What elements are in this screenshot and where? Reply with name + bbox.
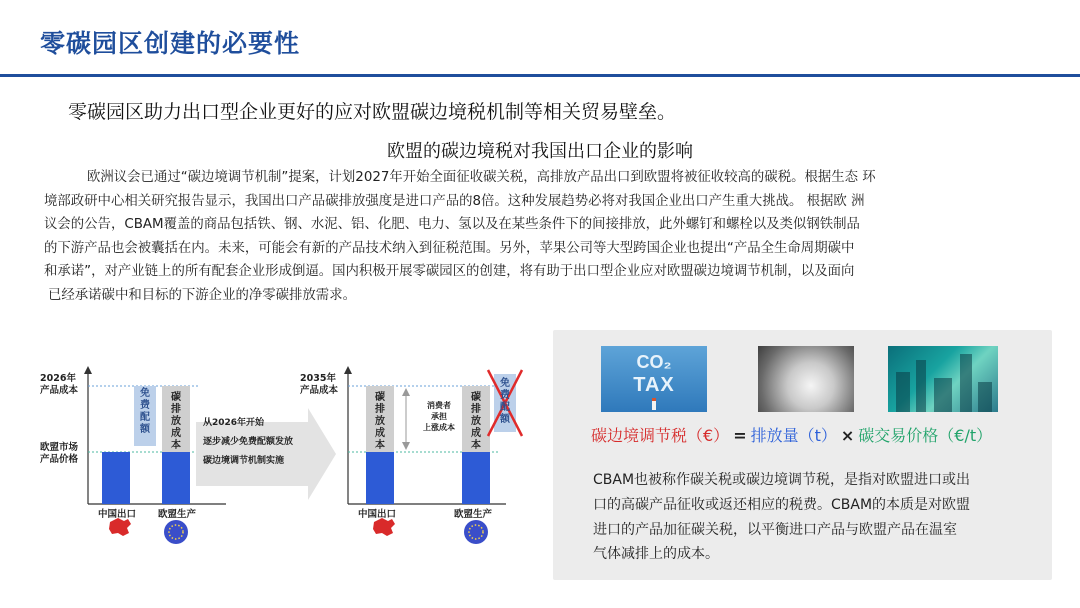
right-eu-bar: [462, 452, 490, 504]
co2-tax-image: [601, 346, 707, 412]
cbam-formula: [591, 423, 992, 446]
transition-line: 逐步减少免费配额发放: [203, 437, 294, 447]
left-carbon-cost-label: 碳排放成本: [171, 392, 181, 451]
right-cost-label: 产品成本: [300, 385, 339, 396]
consumer-label: 消费者 承担 上涨成本: [423, 401, 455, 432]
transition-line: 碳边境调节机制实施: [203, 456, 285, 466]
eu-flag-icon-2: [464, 520, 488, 544]
page-subtitle: 零碳园区助力出口型企业更好的应对欧盟碳边境税机制等相关贸易壁垒。: [68, 101, 677, 123]
cigarette-icon: [652, 398, 656, 410]
paragraph-line: 欧洲议会已通过“碳边境调节机制”提案，计划2027年开始全面征收碳关税，高排放产品出口到欧盟将被征收较高的碳税。根据生态 环: [87, 170, 876, 185]
price-label-1: 欧盟市场: [40, 442, 79, 453]
paragraph-line: 的下游产品也会被囊括在内。未来，可能会有新的产品技术纳入到征税范围。另外，苹果公司等大型跨国企业也提出“产品全生命周期碳中: [44, 240, 855, 256]
body-paragraph: [44, 166, 1010, 308]
transition-line: 从2026年开始: [203, 418, 265, 428]
left-x-china: 中国出口: [98, 509, 137, 520]
paragraph-line: 议会的公告，CBAM覆盖的商品包括铁、钢、水泥、铝、化肥、电力、氢以及在某些条件下的间接排放，此外螺钉和螺栓以及类似钢铁制品: [44, 217, 860, 233]
tax-text: TAX: [633, 374, 675, 396]
right-china-carbon-label: 碳排放成本: [375, 392, 385, 451]
left-y-arrow-icon: [84, 366, 92, 374]
left-free-quota-label: 免费配额: [140, 388, 150, 435]
formula-term-emission: 排放量（t）: [750, 426, 837, 445]
consumer-down-arrow-icon: [402, 442, 410, 450]
left-china-bar: [102, 452, 130, 504]
right-x-eu: 欧盟生产: [454, 509, 493, 520]
right-x-china: 中国出口: [358, 509, 397, 520]
china-map-icon: [109, 518, 131, 536]
description-line: 进口的产品加征碳关税，以平衡进口产品与欧盟产品在温室: [593, 521, 957, 538]
paragraph-line: 和承诺”，对产业链上的所有配套企业形成倒逼。国内积极开展零碳园区的创建，将有助于出口型企业应对欧盟碳边境调节机制，以及面向: [44, 264, 855, 280]
cbam-description: [593, 468, 1023, 567]
left-year-label: 2026年: [40, 373, 76, 384]
consumer-up-arrow-icon: [402, 388, 410, 396]
formula-term-tax: 碳边境调节税（€）: [591, 426, 730, 445]
description-line: 气体减排上的成本。: [593, 546, 719, 563]
right-year-label: 2035年: [300, 373, 336, 384]
cost-comparison-diagram: [30, 362, 550, 562]
right-y-arrow-icon: [344, 366, 352, 374]
price-label-2: 产品价格: [40, 454, 79, 465]
paragraph-line: 境部政研中心相关研究报告显示，我国出口产品碳排放强度是进口产品的8倍。这种发展趋势必将对我国企业出口产生重大挑战。 根据欧 洲: [44, 193, 865, 209]
industry-city-image: [888, 346, 998, 412]
title-divider: [0, 74, 1080, 77]
cbam-panel: [553, 330, 1052, 580]
paragraph-line: 已经承诺碳中和目标的下游企业的净零碳排放需求。: [48, 287, 356, 303]
left-cost-label: 产品成本: [40, 385, 79, 396]
right-eu-carbon-label: 碳排放成本: [471, 392, 481, 451]
left-x-eu: 欧盟生产: [158, 509, 197, 520]
eu-flag-icon: [164, 520, 188, 544]
description-line: 口的高碳产品征收或返还相应的税费。CBAM的本质是对欧盟: [593, 496, 971, 513]
china-map-icon-2: [373, 518, 395, 536]
co2-text: CO₂: [636, 352, 672, 372]
formula-term-price: 碳交易价格（€/t）: [858, 426, 993, 445]
right-free-quota-label: 免费配额: [500, 378, 510, 425]
page-title: 零碳园区创建的必要性: [40, 29, 301, 58]
left-eu-bar: [162, 452, 190, 504]
right-china-bar: [366, 452, 394, 504]
section-heading: 欧盟的碳边境税对我国出口企业的影响: [387, 141, 693, 162]
formula-times: ×: [840, 426, 855, 445]
formula-equals: =: [733, 426, 747, 445]
transition-text: [193, 414, 333, 494]
description-line: CBAM也被称作碳关税或碳边境调节税，是指对欧盟进口或出: [593, 472, 971, 488]
smoke-image: [758, 346, 854, 412]
